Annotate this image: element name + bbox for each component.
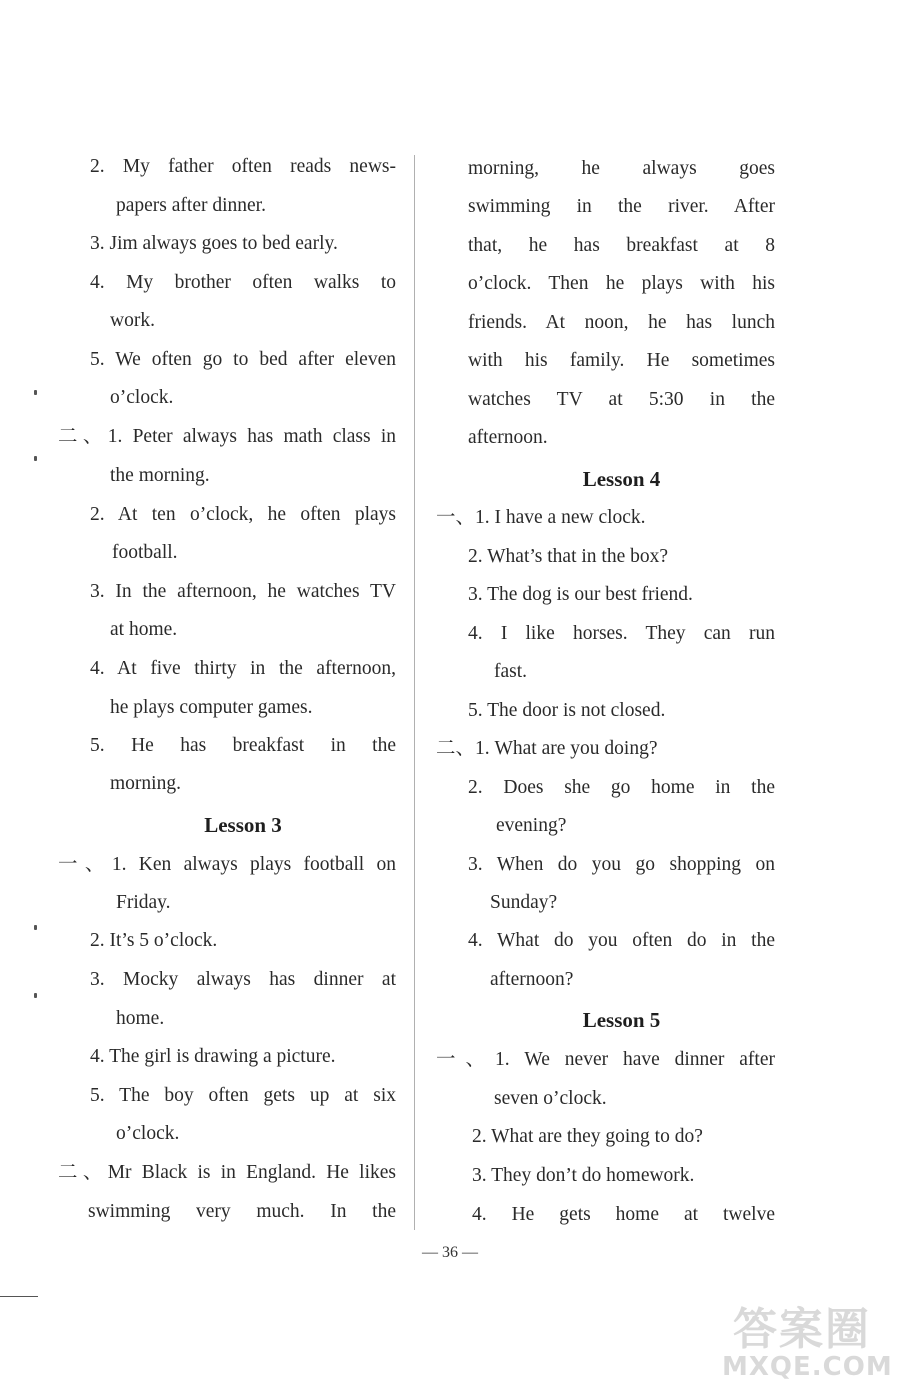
text-line: 2. What are they going to do? xyxy=(472,1126,703,1147)
margin-mark xyxy=(34,925,37,930)
text-line: o’clock. xyxy=(116,1123,180,1144)
text-line: papers after dinner. xyxy=(116,195,266,216)
text-line: fast. xyxy=(494,661,528,682)
text-line: 3. In the afternoon, he watches TV xyxy=(90,581,396,602)
text-line: 二、1. Peter always has math class in xyxy=(58,426,396,447)
text-line: watches TV at 5:30 in the xyxy=(468,389,775,410)
margin-mark xyxy=(34,456,37,461)
text-line: swimming in the river. After xyxy=(468,196,775,217)
watermark-logo xyxy=(722,1304,893,1382)
text-line: afternoon? xyxy=(490,969,574,990)
text-line: 3. Jim always goes to bed early. xyxy=(90,233,338,254)
lesson-heading: Lesson 4 xyxy=(582,467,661,491)
text-line: he plays computer games. xyxy=(110,697,313,718)
text-line: 5. He has breakfast in the xyxy=(90,735,396,756)
text-line: 4. My brother often walks to xyxy=(90,272,396,293)
text-line: 二、1. What are you doing? xyxy=(436,738,658,759)
text-line: 2. Does she go home in the xyxy=(468,777,775,798)
text-line: work. xyxy=(110,310,155,331)
text-line: 3. When do you go shopping on xyxy=(468,854,775,875)
text-line: 4. At five thirty in the afternoon, xyxy=(90,658,396,679)
text-line: friends. At noon, he has lunch xyxy=(468,312,775,333)
text-line: morning. xyxy=(110,773,181,794)
text-line: seven o’clock. xyxy=(494,1088,607,1109)
text-line: 一、1. I have a new clock. xyxy=(436,507,646,528)
text-line: evening? xyxy=(496,815,567,836)
watermark-seal: 答案圈 xyxy=(733,1304,871,1355)
text-line: 2. My father often reads news- xyxy=(90,156,396,177)
watermark-site: MXQE.COM xyxy=(722,1352,893,1382)
lesson-heading: Lesson 5 xyxy=(582,1008,661,1032)
text-line: Sunday? xyxy=(490,892,558,913)
text-line: morning, he always goes xyxy=(468,158,775,179)
text-line: at home. xyxy=(110,619,178,640)
text-line: 4. The girl is drawing a picture. xyxy=(90,1046,336,1067)
text-line: the morning. xyxy=(110,465,210,486)
text-line: that, he has breakfast at 8 xyxy=(468,235,775,256)
text-line: 一、1. Ken always plays football on xyxy=(58,854,396,875)
text-line: 4. I like horses. They can run xyxy=(468,623,775,644)
text-line: o’clock. xyxy=(110,387,174,408)
text-line: 3. The dog is our best friend. xyxy=(468,584,693,605)
text-line: 5. The boy often gets up at six xyxy=(90,1085,396,1106)
text-line: 5. The door is not closed. xyxy=(468,700,666,721)
text-line: 2. At ten o’clock, he often plays xyxy=(90,504,396,525)
column-divider xyxy=(414,155,415,1230)
text-line: 3. They don’t do homework. xyxy=(472,1165,695,1186)
text-line: swimming very much. In the xyxy=(88,1201,396,1222)
margin-mark xyxy=(34,993,37,998)
text-line: Friday. xyxy=(116,892,171,913)
page-number: — 36 — xyxy=(422,1244,478,1261)
text-line: 3. Mocky always has dinner at xyxy=(90,969,396,990)
text-line: football. xyxy=(112,542,178,563)
text-line: 4. What do you often do in the xyxy=(468,930,775,951)
margin-mark xyxy=(34,390,37,395)
lesson-heading: Lesson 3 xyxy=(204,813,282,837)
text-line: 2. What’s that in the box? xyxy=(468,546,669,567)
text-line: 一、1. We never have dinner after xyxy=(436,1049,775,1070)
text-line: 5. We often go to bed after eleven xyxy=(90,349,396,370)
text-line: 二、Mr Black is in England. He likes xyxy=(58,1162,396,1183)
text-line: 4. He gets home at twelve xyxy=(472,1204,775,1225)
text-line: afternoon. xyxy=(468,427,548,448)
text-line: with his family. He sometimes xyxy=(468,350,775,371)
text-line: 2. It’s 5 o’clock. xyxy=(90,930,218,951)
text-line: o’clock. Then he plays with his xyxy=(468,273,775,294)
text-line: home. xyxy=(116,1008,165,1029)
footer-rule xyxy=(0,1296,38,1297)
